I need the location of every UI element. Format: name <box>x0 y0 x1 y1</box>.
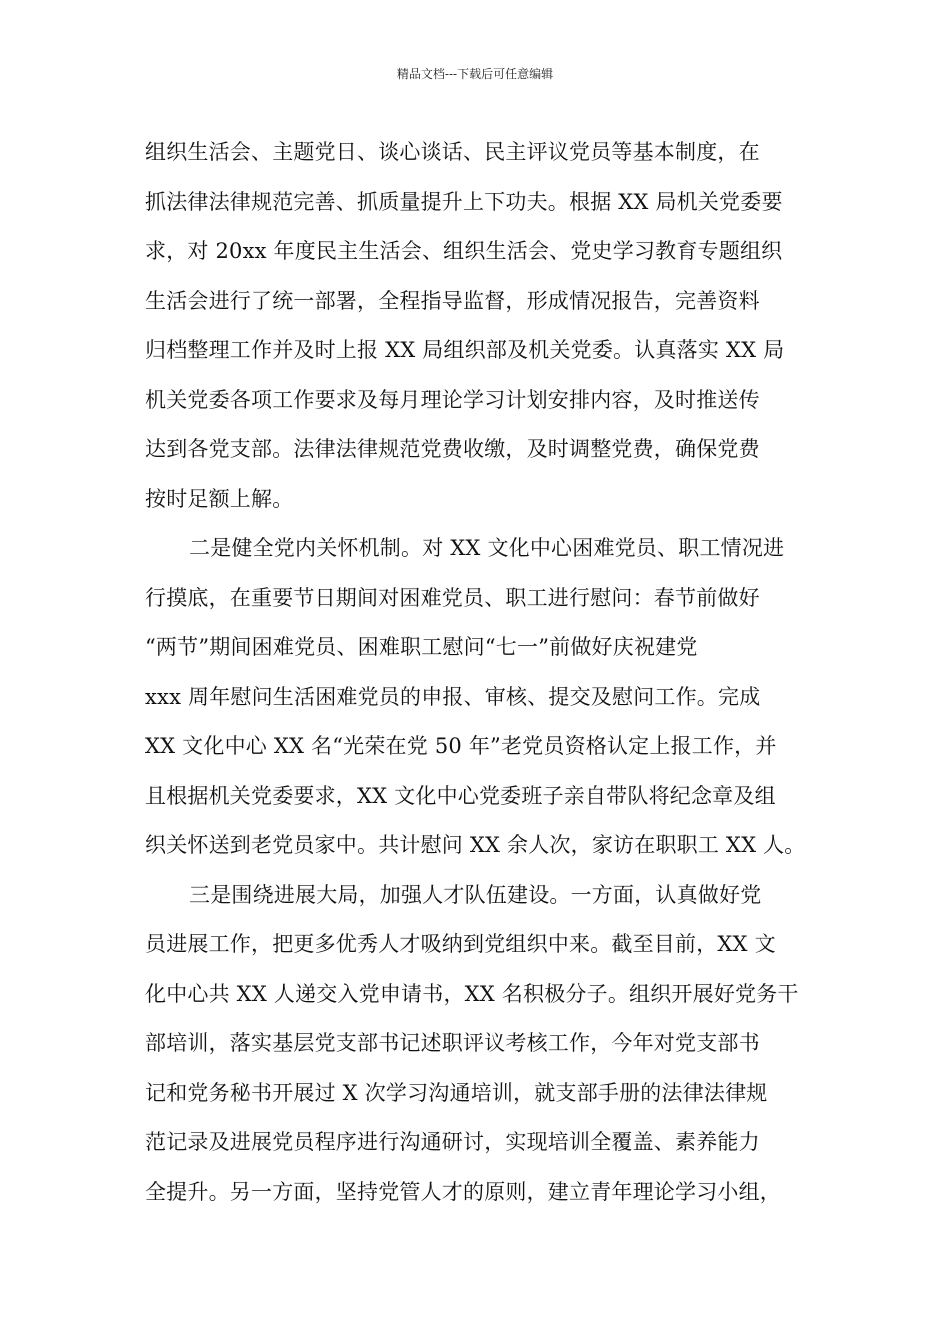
text-line: 织关怀送到老党员家中。共计慰问 XX 余人次，家访在职职工 XX 人。 <box>145 833 806 857</box>
text-line: 且根据机关党委要求，XX 文化中心党委班子亲自带队将纪念章及组 <box>145 783 776 808</box>
text-line: “两节”期间困难党员、困难职工慰问“七一”前做好庆祝建党 <box>145 635 698 659</box>
page-header: 精品文档---下载后可任意编辑 <box>396 67 554 81</box>
text-line: 部培训，落实基层党支部书记述职评议考核工作，今年对党支部书 <box>145 1031 760 1055</box>
text-line: 组织生活会、主题党日、谈心谈话、民主评议党员等基本制度，在 <box>145 140 760 164</box>
text-line: 行摸底，在重要节日期间对困难党员、职工进行慰问：春节前做好 <box>145 585 760 610</box>
text-line: 机关党委各项工作要求及每月理论学习计划安排内容，及时推送传 <box>145 387 760 412</box>
text-line: 记和党务秘书开展过 X 次学习沟通培训，就支部手册的法律法律规 <box>145 1080 768 1105</box>
paragraph-start-line: 二是健全党内关怀机制。对 XX 文化中心困难党员、职工情况进 <box>189 536 785 560</box>
text-line: xxx 周年慰问生活困难党员的申报、审核、提交及慰问工作。完成 <box>145 684 761 709</box>
text-line: 员进展工作，把更多优秀人才吸纳到党组织中来。截至目前，XX 文 <box>145 932 776 956</box>
text-line: 求，对 20xx 年度民主生活会、组织生活会、党史学习教育专题组织 <box>145 239 783 263</box>
text-line: 化中心共 XX 人递交入党申请书，XX 名积极分子。组织开展好党务干 <box>145 981 799 1006</box>
text-line: 归档整理工作并及时上报 XX 局组织部及机关党委。认真落实 XX 局 <box>145 338 785 362</box>
text-line: 生活会进行了统一部署，全程指导监督，形成情况报告，完善资料 <box>145 288 760 313</box>
paragraph-start-line: 三是围绕进展大局，加强人才队伍建设。一方面，认真做好党 <box>189 882 762 907</box>
document-body <box>145 132 825 1221</box>
text-line: XX 文化中心 XX 名“光荣在党 50 年”老党员资格认定上报工作，并 <box>145 734 777 758</box>
text-line: 达到各党支部。法律法律规范党费收缴，及时调整党费，确保党费 <box>145 437 760 461</box>
text-line: 全提升。另一方面，坚持党管人才的原则，建立青年理论学习小组， <box>145 1179 781 1204</box>
text-line: 抓法律法律规范完善、抓质量提升上下功夫。根据 XX 局机关党委要 <box>145 189 783 214</box>
text-line: 按时足额上解。 <box>145 486 294 511</box>
text-line: 范记录及进展党员程序进行沟通研讨，实现培训全覆盖、素养能力 <box>145 1130 760 1154</box>
